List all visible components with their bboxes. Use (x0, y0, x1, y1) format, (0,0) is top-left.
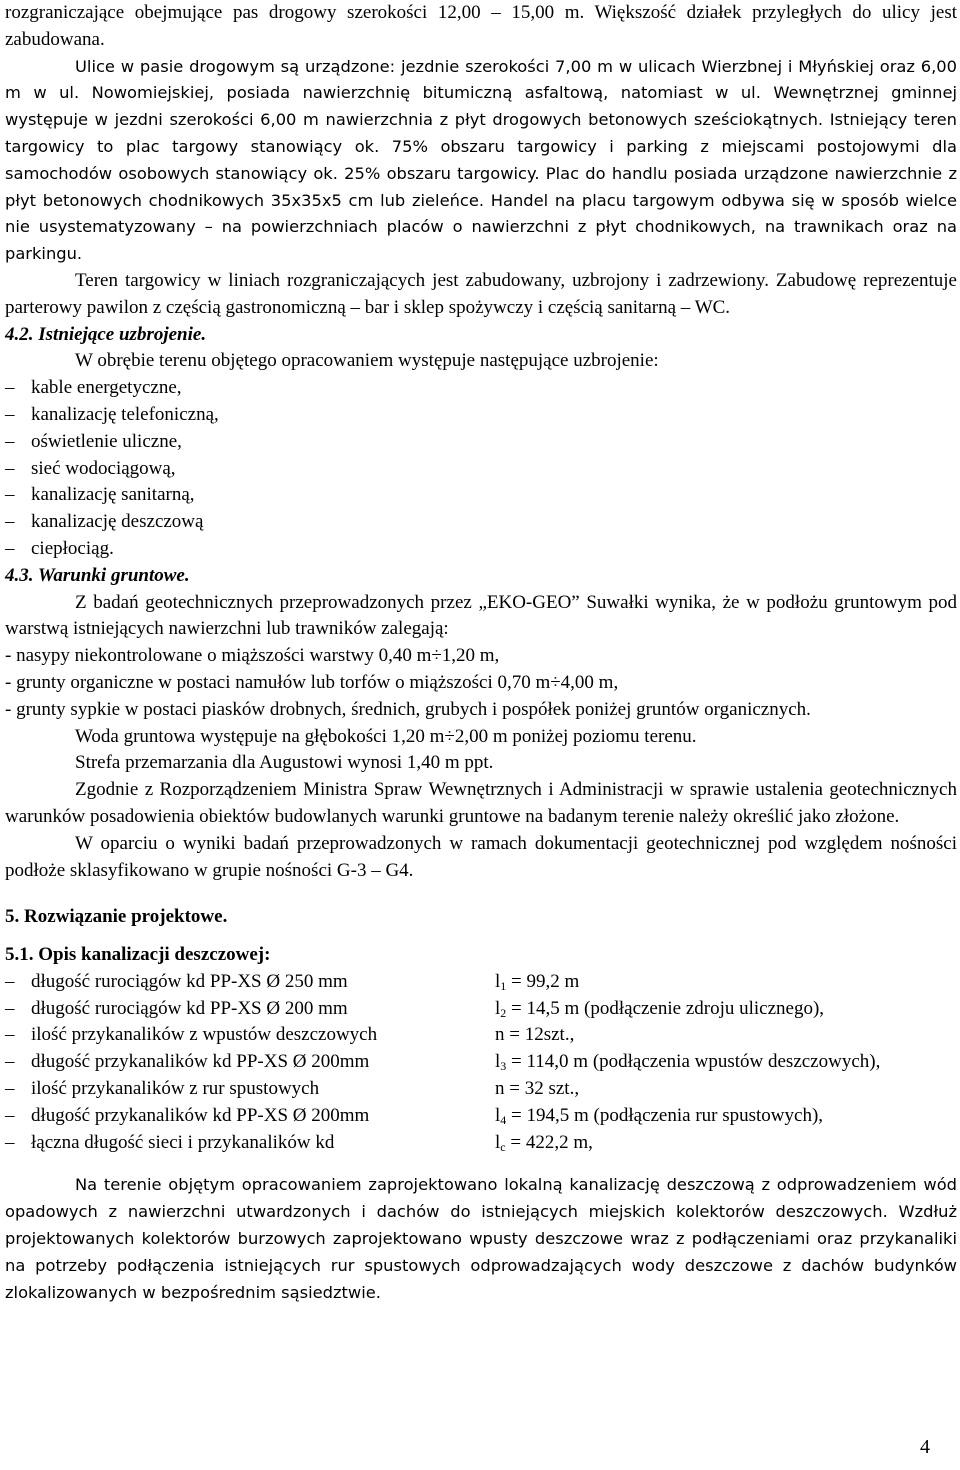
paragraph: Woda gruntowa występuje na głębokości 1,20 m÷2,00 m poniżej poziomu terenu. (75, 725, 697, 747)
spec-list (5, 969, 957, 1157)
spec-value: $l_1 = 99,2$ m (495, 970, 580, 993)
paragraph: Z badań geotechnicznych przeprowadzonych przez „EKO-GEO” Suwałki wynika, że w podłożu gruntowym pod warstwą istniejących nawierzchni lub trawników zalegają: (5, 591, 957, 640)
paragraph: - nasypy niekontrolowane o miąższości warstwy 0,40 m÷1,20 m, (5, 645, 500, 667)
paragraph: Na terenie objętym opracowaniem zaprojektowano lokalną kanalizację deszczową z odprowadzeniem wód opadowych z nawierzchni utwardzonych i dachów do istniejących miejskich kolektorów deszczowych. Wzdłuż projektowanych kolektorów burzowych zaprojektowano wpusty deszczowe wraz z podłączeniami oraz przykanaliki na potrzeby podłączenia istniejących rur spustowych odprowadzających wody deszczowe z dachów budynków zlokalizowanych w bezpośrednim sąsiedztwie. (5, 1175, 957, 1302)
document-page (5, 0, 957, 1306)
paragraph: W obrębie terenu objętego opracowaniem występuje następujące uzbrojenie: (75, 350, 659, 372)
spec-value: n = 32 szt., (495, 1078, 580, 1100)
spec-value: $l_4 = 194,5$ m (podłączenia rur spustowych), (495, 1104, 824, 1127)
section-heading: 4.3. Warunki gruntowe. (5, 564, 190, 586)
paragraph: Strefa przemarzania dla Augustowi wynosi 1,40 m ppt. (75, 752, 494, 774)
list-item: – sieć wodociągową, (5, 456, 957, 483)
paragraph: - grunty organiczne w postaci namułów lub torfów o miąższości 0,70 m÷4,00 m, (5, 671, 619, 693)
spec-label: – długość przykanalików kd PP-XS Ø 200mm (5, 1049, 495, 1076)
spec-row (5, 996, 957, 1023)
paragraph: - grunty sypkie w postaci piasków drobnych, średnich, grubych i pospółek poniżej gruntów organicznych. (5, 698, 811, 720)
utilities-list (5, 375, 957, 563)
spec-value: n = 12szt., (495, 1024, 575, 1046)
paragraph: rozgraniczające obejmujące pas drogowy szerokości 12,00 – 15,00 m. Większość działek przyległych do ulicy jest zabudowana. (5, 2, 957, 50)
spec-label: – długość rurociągów kd PP-XS Ø 250 mm (5, 969, 495, 996)
spec-row (5, 1130, 957, 1157)
paragraph: W oparciu o wyniki badań przeprowadzonych w ramach dokumentacji geotechnicznej pod względem nośności podłoże sklasyfikowano w grupie nośności G-3 – G4. (5, 832, 957, 881)
chapter-heading: 5. Rozwiązanie projektowe. (5, 906, 228, 928)
spec-label: – długość rurociągów kd PP-XS Ø 200 mm (5, 996, 495, 1023)
spec-value: $l_c = 422,2$ m, (495, 1131, 593, 1154)
spec-row (5, 1049, 957, 1076)
spec-row (5, 1022, 957, 1049)
spec-row (5, 969, 957, 996)
paragraph: Ulice w pasie drogowym są urządzone: jezdnie szerokości 7,00 m w ulicach Wierzbnej i Młyńskiej oraz 6,00 m w ul. Nowomiejskiej, posiada nawierzchnię bitumiczną asfaltową, natomiast w ul. Wewnętrznej gminnej występuje w jezdni szerokości 6,00 m nawierzchnia z płyt drogowych betonowych sześciokątnych. Istniejący teren targowicy to plac targowy stanowiący ok. 75% obszaru targowicy i parking z miejscami postojowymi dla samochodów osobowych stanowiący ok. 25% obszaru targowicy. Plac do handlu posiada urządzone nawierzchnie z płyt betonowych chodnikowych 35x35x5 cm lub zieleńce. Handel na placu targowym odbywa się w sposób wielce nie usystematyzowany – na powierzchniach placów o nawierzchni z płyt chodnikowych, na trawnikach oraz na parkingu. (5, 56, 957, 264)
paragraph: Zgodnie z Rozporządzeniem Ministra Spraw Wewnętrznych i Administracji w sprawie ustalenia geotechnicznych warunków posadowienia obiektów budowlanych warunki gruntowe na badanym terenie należy określić jako złożone. (5, 779, 957, 827)
spec-row (5, 1103, 957, 1130)
list-item: – oświetlenie uliczne, (5, 429, 957, 456)
spec-label: – ilość przykanalików z rur spustowych (5, 1076, 495, 1103)
section-heading: 4.2. Istniejące uzbrojenie. (5, 323, 207, 345)
spec-row (5, 1076, 957, 1103)
spec-label: – ilość przykanalików z wpustów deszczowych (5, 1022, 495, 1049)
list-item: – kanalizację telefoniczną, (5, 402, 957, 429)
spec-label: – łączna długość sieci i przykanalików kd (5, 1130, 495, 1157)
spec-value: $l_3 = 114,0$ m (podłączenia wpustów deszczowych), (495, 1051, 881, 1074)
list-item: – kable energetyczne, (5, 375, 957, 402)
list-item: – kanalizację deszczową (5, 509, 957, 536)
list-item: – ciepłociąg. (5, 536, 957, 563)
page-number: 4 (920, 1436, 930, 1458)
paragraph: Teren targowicy w liniach rozgraniczających jest zabudowany, uzbrojony i zadrzewiony. Zabudowę reprezentuje parterowy pawilon z częścią gastronomiczną – bar i sklep spożywczy i częścią sanitarną – WC. (5, 269, 957, 318)
spec-label: – długość przykanalików kd PP-XS Ø 200mm (5, 1103, 495, 1130)
list-item: – kanalizację sanitarną, (5, 482, 957, 509)
spec-value: $l_2 = 14,5$ m (podłączenie zdroju ulicznego), (495, 997, 825, 1020)
section-heading: 5.1. Opis kanalizacji deszczowej: (5, 944, 271, 966)
